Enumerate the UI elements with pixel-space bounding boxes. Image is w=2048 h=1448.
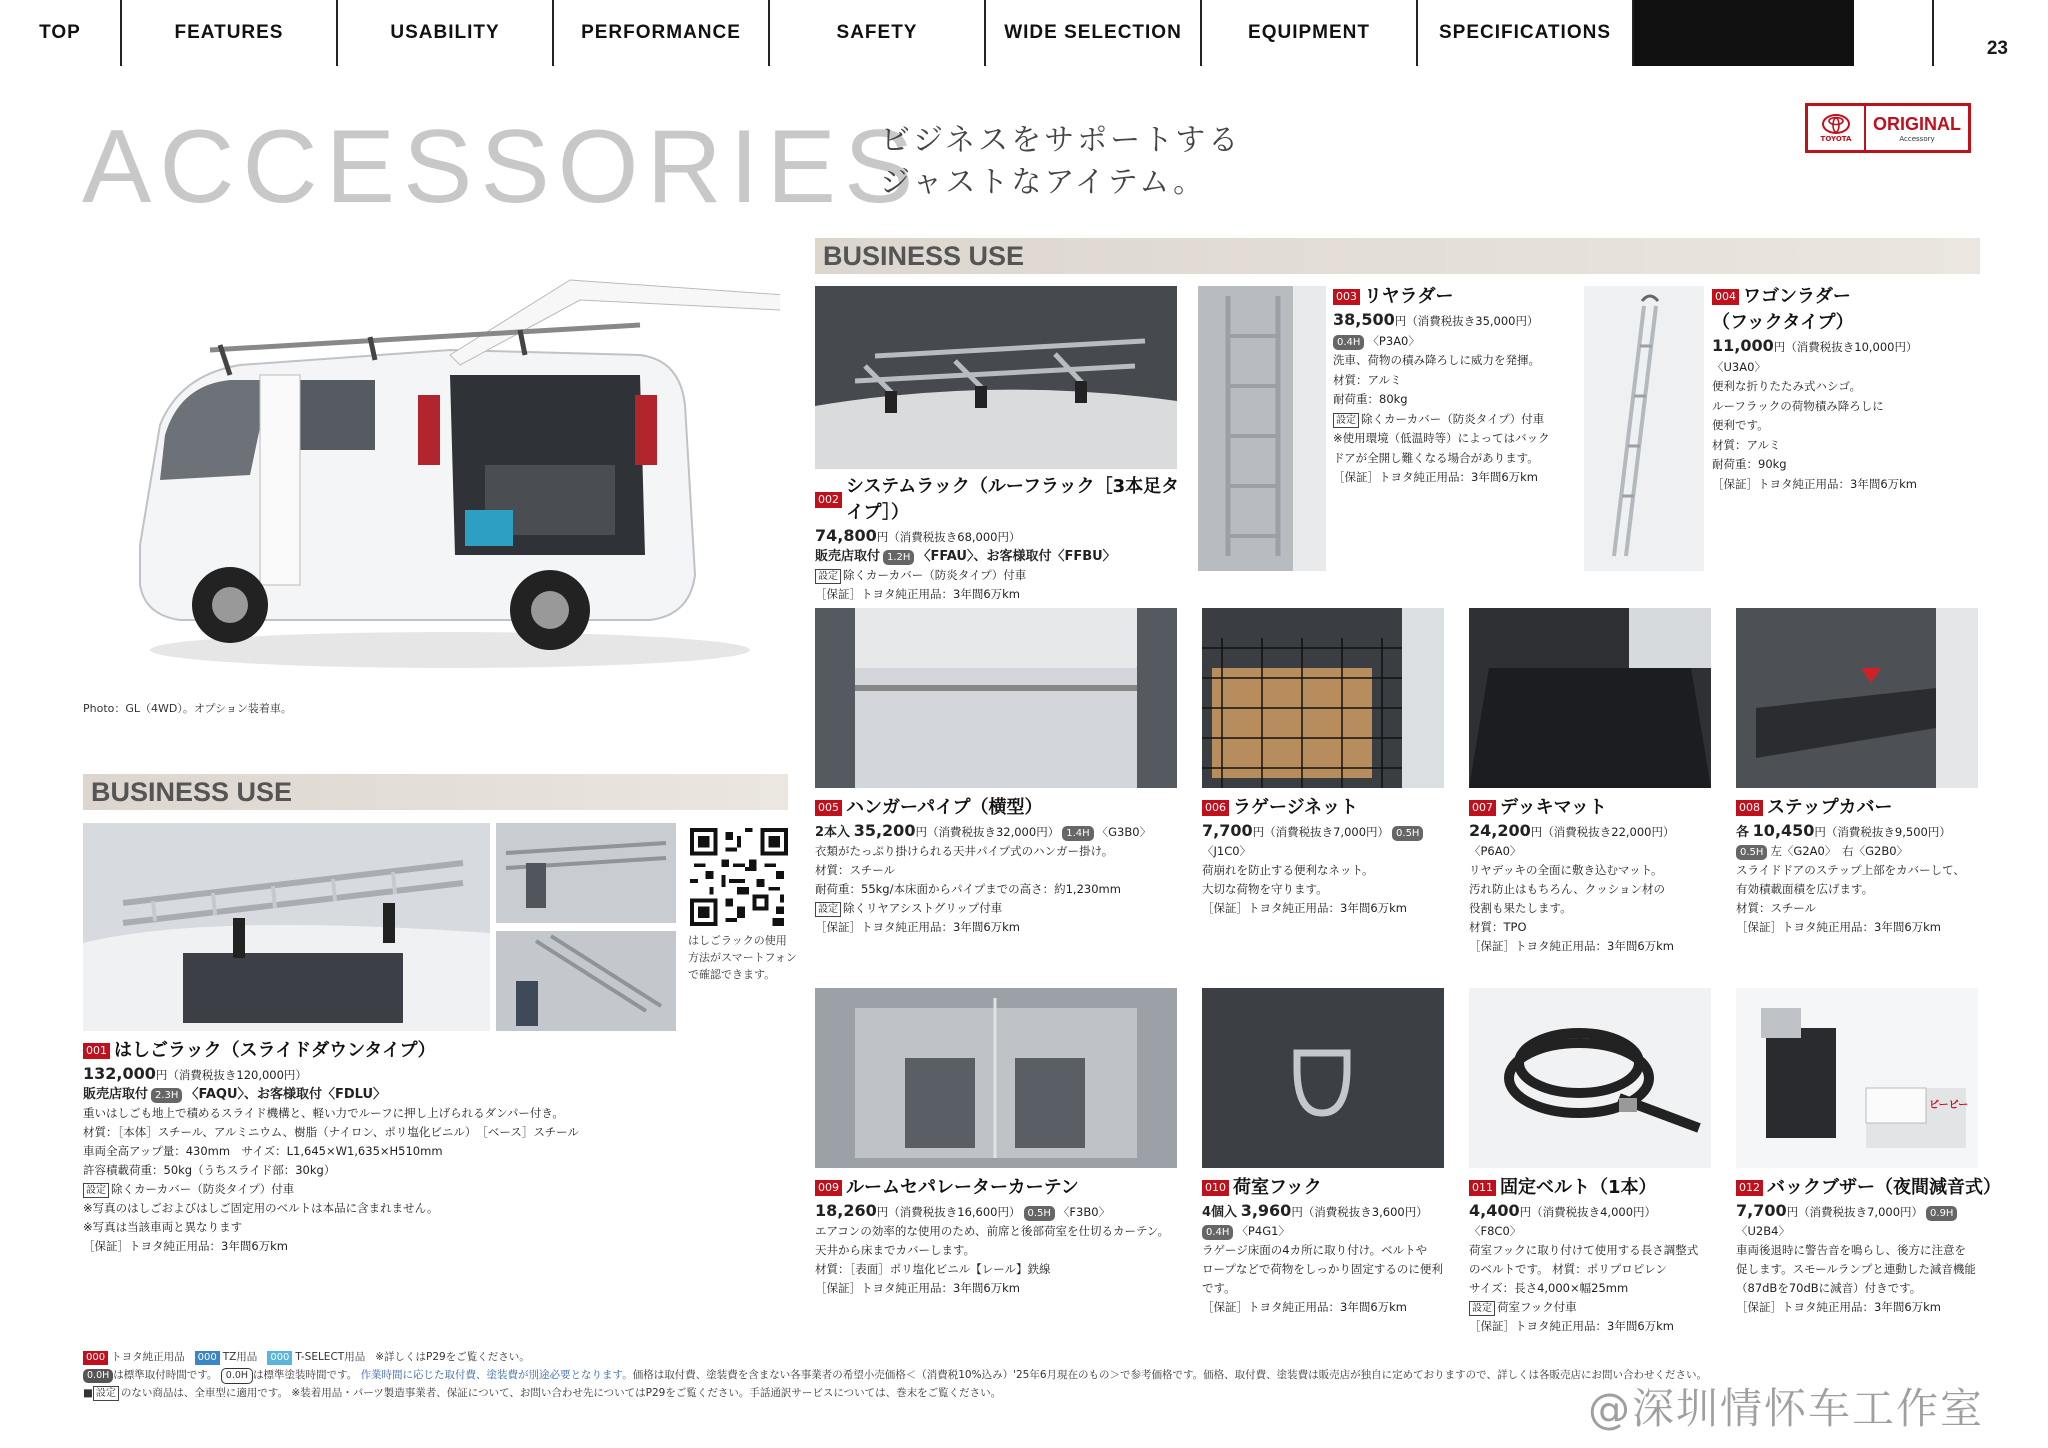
ladder-rack-step2-illustration [496,931,676,1031]
install-label: 販売店取付 [83,1087,149,1102]
product-price: 4,400 [1469,1201,1520,1220]
description-line: 許容積載荷重：50kg（うちスライド部：30kg） [83,1163,336,1177]
product-price: 38,500 [1333,310,1395,329]
legend-code-tz: 000 [195,1351,220,1365]
install-codes: 〈FFAU〉、お客様取付〈FFBU〉 [917,549,1116,564]
ladder-rack-step1-illustration [496,823,676,923]
part-code: 左〈G2A0〉 右〈G2B0〉 [1770,844,1909,858]
description-line: 促します。スモールランプと連動した減音機能 [1736,1262,1976,1276]
setting-text: 除くリヤアシストグリップ付車 [843,901,1003,915]
description-line: リヤデッキの全面に敷き込むマット。 [1469,863,1663,877]
nav-divider [1932,0,1934,66]
description-line: 荷室フックに取り付けて使用する長さ調整式 [1469,1243,1699,1257]
part-code: 〈P4G1〉 [1236,1224,1290,1238]
step-cover-illustration [1736,608,1978,788]
description-line: スライドドアのステップ上部をカバーして、 [1736,863,1965,877]
footer-line-2 [83,1366,1733,1384]
setting-label: 設定 [1469,1301,1495,1316]
description-line: 車両全高アップ量：430mm サイズ：L1,645×W1,635×H510mm [83,1144,443,1158]
toyota-emblem [1808,106,1866,150]
description-line: 耐荷重：55kg/本床面からパイプまでの高さ：約1,230mm [815,882,1121,896]
subtitle-line-1: ビジネスをサポートする [880,123,1242,158]
deck-mat-photo [1469,608,1711,788]
product-code: 009 [815,1180,842,1196]
product-004 [1712,284,1982,494]
footer-text: 価格は取付費、塗装費を含まない各事業者の希望小売価格＜（消費税10%込み）'25年6月現在のもの＞で参考価格です。価格、取付費、塗装費は販売店が独自に定めておりますので、詳しくは各販売店にお問い合わせください。 [632,1369,1707,1381]
description-line: 有効積載面積を広げます。 [1736,882,1874,896]
luggage-net-illustration [1202,608,1444,788]
note-line: ※写真のはしごおよびはしご固定用のベルトは本品に含まれません。 [83,1201,439,1215]
product-name: システムラック（ルーフラック［3本足タイプ］） [846,476,1180,523]
toyota-emblem-icon [1821,113,1851,135]
step-cover-photo [1736,608,1978,788]
hero-van-photo [120,255,780,675]
price-note: 円（消費税抜き3,600円） [1291,1205,1428,1219]
install-time-badge: 1.2H [883,550,914,565]
nav-top[interactable]: TOP [0,0,122,66]
qr-caption [688,932,798,983]
rear-ladder-photo [1198,286,1326,571]
logo-accessory-text: Accessory [1899,134,1935,143]
warranty-text: ［保証］トヨタ純正用品：3年間6万km [1202,901,1407,915]
legend-code-tselect: 000 [267,1351,292,1365]
footer-line-3: ■ 設定 のない商品は、全車型に適用です。 ※装着用品・パーツ製造事業者、保証について、お問い合わせ先についてはP29をご覧ください。手話通訳サービスについては、巻末をご覧ください。 [83,1387,1002,1399]
product-008 [1736,795,1998,937]
description-line: 洗車、荷物の積み降ろしに威力を発揮。 [1333,353,1540,367]
description-line: 荷崩れを防止する便利なネット。 [1202,863,1374,877]
part-code: 〈G3B0〉 [1096,825,1152,839]
description-line: 重いはしごも地上で積めるスライド機構と、軽い力でルーフに押し上げられるダンパー付き。 [83,1106,564,1120]
nav-specifications[interactable]: SPECIFICATIONS [1418,0,1634,66]
setting-text: 除くカーカバー（防炎タイプ）付車 [1361,411,1545,426]
setting-text: 除くカーカバー（防炎タイプ）付車 [111,1182,295,1196]
description-line: 材質：［本体］スチール、アルミニウム、樹脂（ナイロン、ポリ塩化ビニル） ［ベース］スチール [83,1125,579,1139]
subtitle-line-2: ジャストなアイテム。 [880,165,1207,200]
description-line: ロープなどで荷物をしっかり固定するのに便利 [1202,1262,1443,1276]
product-name: ラゲージネット [1233,797,1359,818]
qr-code-icon [690,828,788,926]
product-005 [815,795,1195,937]
page-number: 23 [1986,38,2008,59]
description-line: 材質：［表面］ポリ塩化ビニル【レール】鉄線 [815,1262,1051,1276]
description-line: 便利です。 [1712,418,1769,432]
footer-text: は標準取付時間です。 [113,1369,218,1381]
description-line: ラゲージ床面の4カ所に取り付け。ベルトや [1202,1243,1428,1257]
product-name: デッキマット [1500,797,1607,818]
product-012 [1736,1175,2001,1317]
product-code: 007 [1469,800,1496,816]
product-code: 002 [815,492,842,508]
logo-original-text: ORIGINAL [1873,113,1961,134]
product-name: はしごラック（スライドダウンタイプ） [114,1040,436,1061]
product-name: ルームセパレーターカーテン [846,1177,1079,1198]
product-price: 74,800 [815,526,877,545]
product-name: ステップカバー [1767,797,1893,818]
warranty-text: ［保証］トヨタ純正用品：3年間6万km [1469,939,1674,953]
warranty-text: ［保証］トヨタ純正用品：3年間6万km [815,1281,1020,1295]
price-prefix: 2本入 [815,825,851,840]
description-line: エアコンの効率的な使用のため、前席と後部荷室を仕切るカーテン。 [815,1224,1169,1238]
buzzer-sound-label: ピーピー [1929,1100,1969,1111]
ladder-rack-photo-step2 [496,931,676,1031]
price-note: 円（消費税抜き4,000円） [1519,1205,1657,1219]
footer-text: のない商品は、全車型に適用です。 ※装着用品・パーツ製造事業者、保証について、お問い合わせ先についてはP29をご覧ください。手話通訳サービスについては、巻末をご覧ください。 [120,1387,1002,1399]
wagon-ladder-photo [1584,286,1704,571]
install-time-badge: 0.5H [1392,826,1423,841]
description-line: 耐荷重：90kg [1712,457,1787,471]
description-line: 汚れ防止はもちろん、クッション材の [1469,882,1665,896]
nav-features[interactable]: FEATURES [122,0,338,66]
warranty-text: ［保証］トヨタ純正用品：3年間6万km [1202,1300,1407,1314]
qr-code[interactable] [690,828,788,926]
description-line: 材質：アルミ [1333,372,1402,387]
description-line: 役割も果たします。 [1469,901,1572,915]
description-line: サイズ：長さ4,000×幅25mm [1469,1281,1629,1295]
part-code: 〈U2B4〉 [1736,1224,1790,1238]
nav-safety[interactable]: SAFETY [770,0,986,66]
ladder-rack-photo-main [83,823,490,1031]
product-001 [83,1038,803,1256]
description-line: 材質：TPO [1469,920,1527,934]
setting-label: 設定 [815,569,841,584]
note-line: ※使用環境（低温時等）によってはバック [1333,431,1550,445]
page-subtitle [880,120,1241,204]
warranty-text: ［保証］トヨタ純正用品：3年間6万km [815,587,1020,601]
part-code: 〈P3A0〉 [1367,333,1420,348]
product-price: 7,700 [1202,821,1253,840]
product-code: 004 [1712,289,1739,305]
qr-caption-line: 方法がスマートフォン [688,951,797,964]
footer-highlight: 作業時間に応じた取付費、塗装費が別途必要となります。 [360,1369,633,1381]
product-006 [1202,795,1464,918]
description-line: 材質：アルミ [1712,437,1781,452]
product-name: ハンガーパイプ（横型） [846,797,1043,818]
room-separator-photo [815,988,1177,1168]
fixing-belt-photo [1469,988,1711,1168]
hanger-pipe-photo [815,608,1177,788]
description-line: 材質：スチール [815,863,896,877]
back-buzzer-photo [1736,988,1978,1168]
warranty-text: ［保証］トヨタ純正用品：3年間6万km [1333,470,1538,484]
product-003 [1333,284,1583,488]
setting-label: 設定 [93,1386,119,1401]
product-name: ワゴンラダー [1743,286,1851,307]
room-separator-illustration [815,988,1177,1168]
warranty-text: ［保証］トヨタ純正用品：3年間6万km [1469,1319,1674,1333]
description-line: 大切な荷物を守ります。 [1202,882,1328,896]
luggage-net-photo [1202,608,1444,788]
warranty-text: ［保証］トヨタ純正用品：3年間6万km [1712,476,1917,491]
nav-performance[interactable]: PERFORMANCE [554,0,770,66]
paint-time-tag-sample: 0.0H [221,1368,253,1384]
install-time-badge: 0.4H [1333,335,1364,350]
product-name: バックブザー（夜間減音式） [1767,1177,2001,1198]
qr-caption-line: はしごラックの使用 [688,934,787,947]
qr-caption-line: で確認できます。 [688,968,776,981]
product-name: 荷室フック [1233,1177,1322,1198]
product-price: 35,200 [853,821,916,840]
cargo-hook-illustration [1202,988,1444,1168]
price-note: 円（消費税抜き16,600円） [876,1205,1021,1219]
part-code: 〈J1C0〉 [1202,844,1252,858]
product-011 [1469,1175,1731,1336]
install-codes: 〈FAQU〉、お客様取付〈FDLU〉 [185,1087,387,1102]
toyota-original-logo [1805,103,1971,153]
description-line: ルーフラックの荷物積み降ろしに [1712,398,1884,413]
note-line: ※写真は当該車両と異なります [83,1220,243,1234]
install-time-badge: 0.5H [1736,845,1767,860]
description-line: のベルトです。 材質：ポリプロピレン [1469,1262,1667,1276]
nav-current-section[interactable] [1634,0,1854,66]
footer-notes [83,1348,1733,1402]
nav-equipment[interactable]: EQUIPMENT [1202,0,1418,66]
product-code: 006 [1202,800,1229,816]
price-note: 円（消費税抜き10,000円） [1773,340,1918,354]
warranty-text: ［保証］トヨタ純正用品：3年間6万km [815,920,1020,934]
product-code: 005 [815,800,842,816]
van-illustration [120,255,780,675]
product-code: 008 [1736,800,1763,816]
part-code: 〈F8C0〉 [1469,1224,1522,1238]
page-title: ACCESSORIES [82,109,922,225]
part-code: 〈P6A0〉 [1469,844,1522,858]
description-line: 天井から床までカバーします。 [815,1243,976,1257]
price-prefix: 4個入 [1202,1205,1238,1220]
nav-wide-selection[interactable]: WIDE SELECTION [986,0,1202,66]
description-line: 耐荷重：80kg [1333,392,1408,406]
price-note: 円（消費税抜き35,000円） [1394,314,1539,328]
system-rack-photo [815,286,1177,469]
legend-code-toyota: 000 [83,1351,108,1365]
product-name-line-2: （フックタイプ） [1712,312,1854,333]
warranty-text: ［保証］トヨタ純正用品：3年間6万km [83,1239,288,1253]
description-line: 材質：スチール [1736,901,1817,915]
install-label: 販売店取付 [815,549,881,564]
deck-mat-illustration [1469,608,1711,788]
product-price: 132,000 [83,1064,156,1083]
product-price: 3,960 [1240,1201,1292,1220]
setting-label: 設定 [815,902,841,917]
hero-photo-caption: Photo：GL（4WD）。オプション装着車。 [83,702,292,715]
product-code: 010 [1202,1180,1229,1196]
price-note: 円（消費税抜き9,500円） [1814,825,1951,839]
section-header-business-use-left: BUSINESS USE [83,774,788,810]
warranty-text: ［保証］トヨタ純正用品：3年間6万km [1736,1300,1941,1314]
description-line: 便利な折りたたみ式ハシゴ。 [1712,379,1862,393]
legend-text: トヨタ純正用品 [111,1351,185,1363]
product-code: 011 [1469,1180,1496,1196]
nav-usability[interactable]: USABILITY [338,0,554,66]
price-prefix: 各 [1736,825,1750,840]
product-002 [815,474,1195,604]
hanger-pipe-illustration [815,608,1177,788]
product-price: 11,000 [1712,336,1774,355]
rear-ladder-illustration [1198,286,1326,571]
product-price: 10,450 [1752,821,1815,840]
product-name: リヤラダー [1364,286,1454,307]
system-rack-illustration [815,286,1177,469]
product-price: 7,700 [1736,1201,1787,1220]
part-code: 〈F3B0〉 [1057,1205,1111,1219]
product-name: 固定ベルト（1本） [1500,1177,1657,1198]
install-time-badge: 0.5H [1024,1206,1055,1221]
part-code: 〈U3A0〉 [1712,359,1766,374]
legend-text: T-SELECT用品 [295,1351,366,1363]
legend-note: ※詳しくはP29をご覧ください。 [375,1351,530,1363]
install-time-badge: 2.3H [151,1088,182,1103]
price-note: 円（消費税抜き22,000円） [1530,825,1675,839]
back-buzzer-illustration [1736,988,1978,1168]
price-note: 円（消費税抜き7,000円） [1786,1205,1924,1219]
description-line: です。 [1202,1281,1236,1295]
product-code: 003 [1333,289,1360,305]
price-note: 円（消費税抜き7,000円） [1252,825,1390,839]
install-time-badge: 1.4H [1062,826,1093,841]
note-line: ドアが全開し難くなる場合があります。 [1333,450,1539,465]
setting-text: 荷室フック付車 [1497,1300,1577,1314]
install-time-tag-sample: 0.0H [83,1369,113,1383]
footer-text: は標準塗装時間です。 [253,1369,358,1381]
setting-text: 除くカーカバー（防炎タイプ）付車 [843,568,1027,582]
setting-label: 設定 [83,1183,109,1198]
install-time-badge: 0.4H [1202,1225,1233,1240]
product-price: 18,260 [815,1201,877,1220]
fixing-belt-illustration [1469,988,1711,1168]
legend-text: TZ用品 [222,1351,258,1363]
install-time-badge: 0.9H [1926,1206,1957,1221]
product-code: 001 [83,1043,110,1059]
price-note: 円（消費税抜き120,000円） [155,1068,307,1082]
section-header-business-use-right: BUSINESS USE [815,238,1980,274]
cargo-hook-photo [1202,988,1444,1168]
wagon-ladder-illustration [1584,286,1704,571]
ladder-rack-illustration [83,823,490,1031]
product-price: 24,200 [1469,821,1531,840]
product-009 [815,1175,1195,1298]
logo-brand-text: TOYOTA [1820,135,1852,143]
top-nav [0,0,2048,66]
warranty-text: ［保証］トヨタ純正用品：3年間6万km [1736,920,1941,934]
price-note: 円（消費税抜き68,000円） [876,530,1021,544]
product-010 [1202,1175,1464,1317]
description-line: 衣類がたっぷり掛けられる天井パイプ式のハンガー掛け。 [815,844,1114,858]
ladder-rack-photo-step1 [496,823,676,923]
product-code: 012 [1736,1180,1763,1196]
description-line: （87dBを70dBに減音）付きです。 [1736,1281,1922,1295]
watermark: @深圳情怀车工作室 [1588,1384,1985,1433]
price-note: 円（消費税抜き32,000円） [915,825,1060,839]
footer-legend [83,1348,1733,1366]
product-007 [1469,795,1731,956]
description-line: 車両後退時に警告音を鳴らし、後方に注意を [1736,1243,1966,1257]
setting-label: 設定 [1333,413,1359,428]
